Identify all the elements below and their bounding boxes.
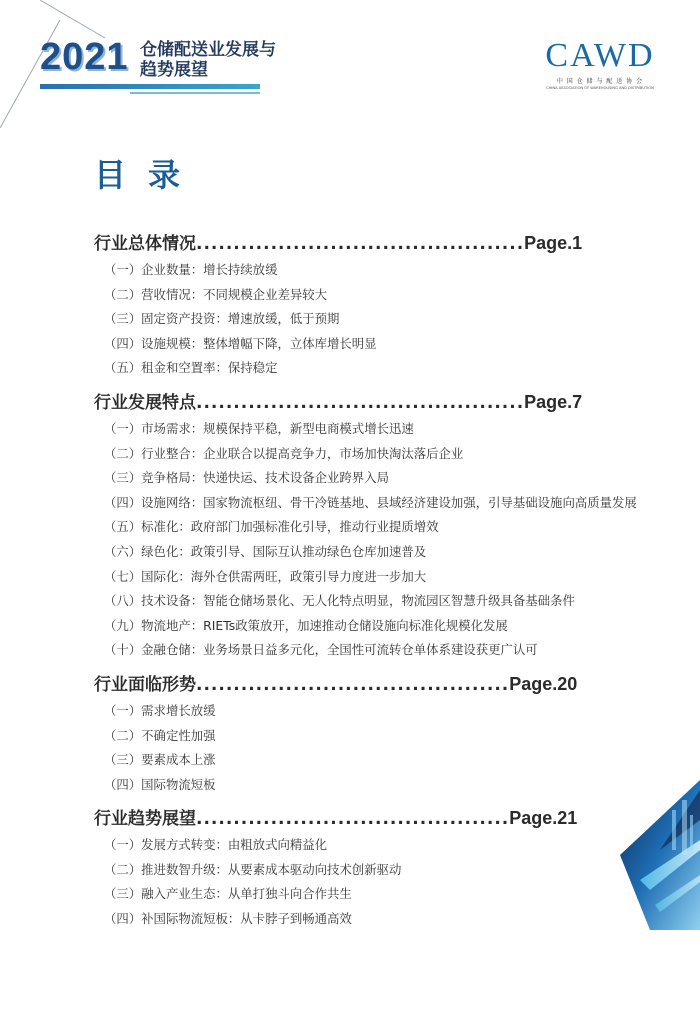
toc-item[interactable] <box>94 858 664 883</box>
section-page-number: Page.21 <box>509 808 578 829</box>
toc-item-text: 行业整合：企业联合以提高竞争力，市场加快淘汰落后企业 <box>141 445 464 461</box>
toc-item-text: 固定资产投资：增速放缓，低于预期 <box>141 311 340 327</box>
toc-item-number: （一） <box>104 420 142 436</box>
toc-item-text: 国际物流短板 <box>141 776 216 792</box>
toc-item[interactable] <box>94 283 664 308</box>
section-title: 行业趋势展望 <box>94 809 196 830</box>
toc-item-text: 租金和空置率：保持稳定 <box>141 360 278 376</box>
toc-item-text: 发展方式转变：由粗放式向精益化 <box>141 837 328 853</box>
dot-leader: .......................................... <box>196 809 510 830</box>
city-light-decoration <box>620 780 700 930</box>
toc-item-text: 技术设备：智能仓储场景化、无人化特点明显，物流园区智慧升级具备基础条件 <box>141 593 575 609</box>
dot-leader: ............................................ <box>196 234 525 254</box>
toc-item[interactable] <box>94 773 664 798</box>
section-title: 行业发展特点 <box>94 392 196 413</box>
toc-item-text: 标准化：政府部门加强标准化引导，推动行业提质增效 <box>141 519 439 535</box>
section-heading[interactable] <box>94 669 664 699</box>
toc-item-number: （四） <box>104 776 142 792</box>
toc-item-text: 竞争格局：快递快运、技术设备企业跨界入局 <box>141 470 389 486</box>
toc-item-number: （四） <box>104 494 142 510</box>
toc-item-number: （五） <box>104 360 142 376</box>
toc-item[interactable] <box>94 565 664 590</box>
toc-item-text: 国际化：海外仓供需两旺，政策引导力度进一步加大 <box>141 568 427 584</box>
toc-item-number: （二） <box>104 861 142 877</box>
section-heading[interactable] <box>94 387 664 417</box>
toc-item-number: （三） <box>104 752 142 768</box>
toc-item-text: 企业数量：增长持续放缓 <box>141 262 278 277</box>
toc-item[interactable] <box>94 491 664 516</box>
toc-title: 目录 <box>94 156 203 194</box>
toc-item[interactable] <box>94 882 664 907</box>
section-title: 行业面临形势 <box>94 674 196 695</box>
toc-item-number: （九） <box>104 617 142 633</box>
toc-item-text: 需求增长放缓 <box>141 702 216 718</box>
toc-item[interactable] <box>94 417 664 442</box>
toc-item-number: （四） <box>104 911 142 927</box>
toc-item-number: （一） <box>104 702 142 718</box>
toc-item[interactable] <box>94 638 664 663</box>
toc-item-number: （一） <box>104 262 142 277</box>
toc-item-number: （二） <box>104 727 142 743</box>
toc-item[interactable] <box>94 540 664 565</box>
logo-english-name: CHINA ASSOCIATION OF WAREHOUSING AND DISTRIBUTION <box>546 86 654 90</box>
toc-item[interactable] <box>94 332 664 357</box>
toc-item[interactable] <box>94 907 664 932</box>
toc-item-number: （一） <box>104 837 142 853</box>
toc-item-text: 补国际物流短板：从卡脖子到畅通高效 <box>141 911 352 927</box>
header-accent-bar <box>40 84 260 89</box>
toc-item-number: （四） <box>104 335 142 351</box>
toc-item-text: 不确定性加强 <box>141 727 216 743</box>
toc-item-text: 金融仓储：业务场景日益多元化，全国性可流转仓单体系建设获更广认可 <box>141 642 538 658</box>
toc-item-text: 要素成本上涨 <box>141 752 216 768</box>
toc-item-number: （六） <box>104 543 142 559</box>
toc-item[interactable] <box>94 833 664 858</box>
section-page-number: Page.1 <box>524 233 583 253</box>
table-of-contents <box>94 228 664 932</box>
toc-item-text: 融入产业生态：从单打独斗向合作共生 <box>141 886 352 902</box>
toc-item-text: 营收情况：不同规模企业差异较大 <box>141 286 328 302</box>
toc-item[interactable] <box>94 442 664 467</box>
section-heading[interactable] <box>94 228 664 258</box>
toc-item-number: （三） <box>104 311 142 327</box>
toc-item[interactable] <box>94 748 664 773</box>
section-title: 行业总体情况 <box>94 234 196 254</box>
toc-item-number: （二） <box>104 286 142 302</box>
toc-item[interactable] <box>94 307 664 332</box>
toc-item-number: （三） <box>104 470 142 486</box>
toc-item-text: 绿色化：政策引导、国际互认推动绿色仓库加速普及 <box>141 543 427 559</box>
cawd-logo <box>540 38 660 90</box>
logo-chinese-name: 中 国 仓 储 与 配 送 协 会 <box>556 78 644 85</box>
toc-item-number: （七） <box>104 568 142 584</box>
toc-item-text: 设施网络：国家物流枢纽、骨干冷链基地、县域经济建设加强，引导基础设施向高质量发展 <box>141 494 637 510</box>
toc-item[interactable] <box>94 356 664 381</box>
toc-item[interactable] <box>94 515 664 540</box>
dot-leader: .......................................... <box>196 674 510 695</box>
toc-item[interactable] <box>94 724 664 749</box>
header-accent-line <box>130 92 260 94</box>
toc-item-number: （十） <box>104 642 142 658</box>
toc-item-number: （五） <box>104 519 142 535</box>
logo-text: CAWD <box>545 37 655 74</box>
section-heading[interactable] <box>94 803 664 833</box>
section-page-number: Page.7 <box>524 391 583 412</box>
toc-item-number: （二） <box>104 445 142 461</box>
section-page-number: Page.20 <box>509 673 578 694</box>
toc-item-number: （八） <box>104 593 142 609</box>
header-year: 2021 <box>40 36 129 78</box>
toc-item-number: （三） <box>104 886 142 902</box>
toc-item[interactable] <box>94 614 664 639</box>
toc-item-text: 推进数智升级：从要素成本驱动向技术创新驱动 <box>141 861 402 877</box>
toc-item[interactable] <box>94 466 664 491</box>
toc-item[interactable] <box>94 699 664 724</box>
toc-item-text: 市场需求：规模保持平稳，新型电商模式增长迅速 <box>141 420 414 436</box>
header-title: 仓储配送业发展与趋势展望 <box>140 40 276 80</box>
toc-item-text: 设施规模：整体增幅下降，立体库增长明显 <box>141 335 377 351</box>
dot-leader: ............................................ <box>196 392 525 413</box>
toc-item[interactable] <box>94 258 664 283</box>
toc-item-text: 物流地产：RIETs政策放开，加速推动仓储设施向标准化规模化发展 <box>141 617 508 633</box>
toc-item[interactable] <box>94 589 664 614</box>
